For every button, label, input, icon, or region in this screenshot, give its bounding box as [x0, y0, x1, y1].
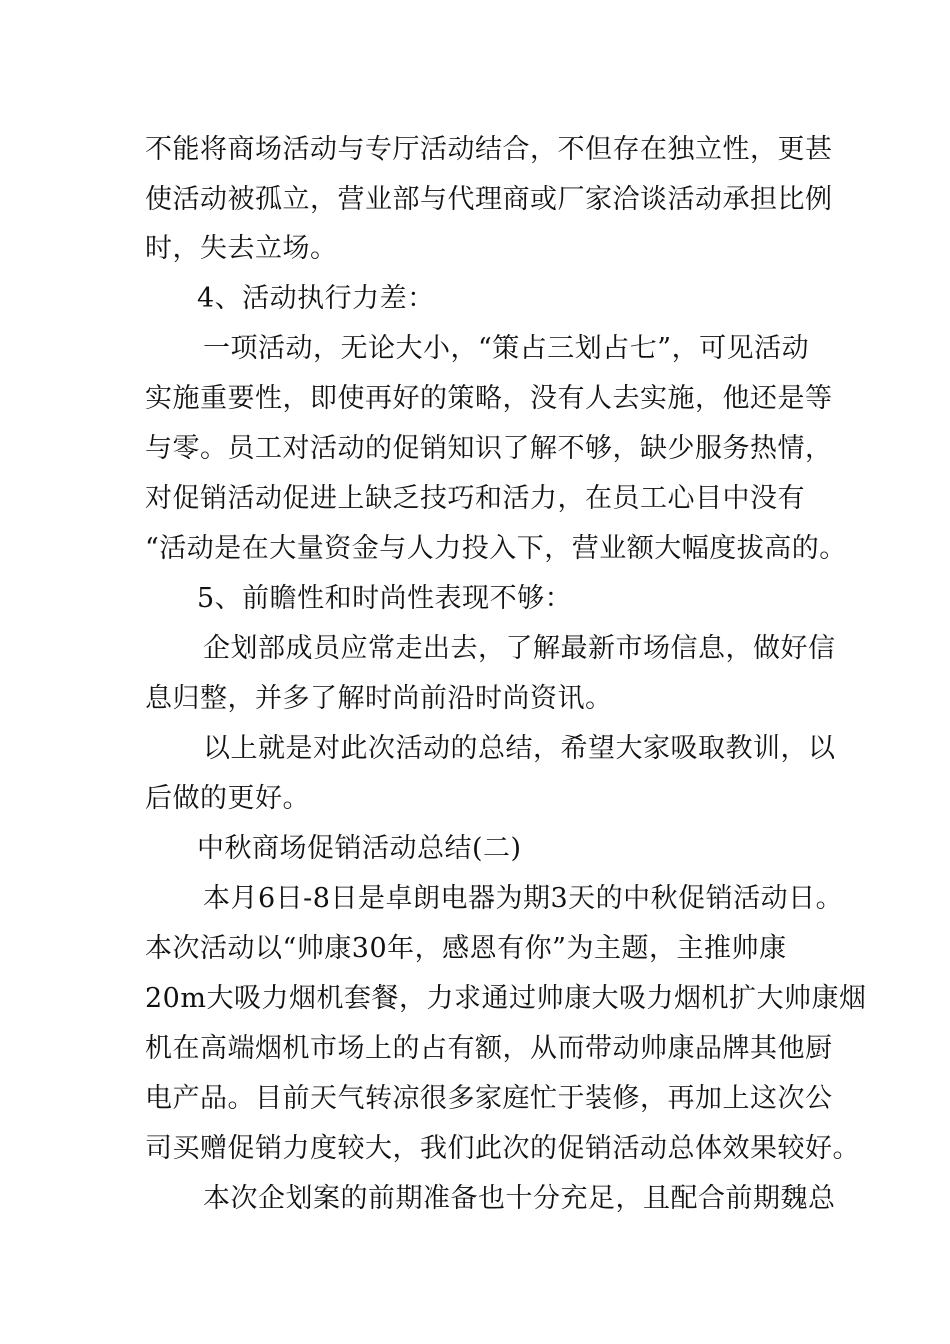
- text-line-1: 不能将商场活动与专厅活动结合，不但存在独立性，更甚: [145, 134, 833, 165]
- text-line-20: 电产品。目前天气转凉很多家庭忙于装修，再加上这次公: [145, 1083, 833, 1114]
- text-line-21: 司买赠促销力度较大，我们此次的促销活动总体效果较好。: [145, 1133, 860, 1164]
- text-line-17: 本次活动以“帅康30年，感恩有你”为主题，主推帅康: [145, 933, 787, 964]
- text-line-22: 本次企划案的前期准备也十分充足，且配合前期魏总: [203, 1183, 836, 1214]
- text-line-19: 机在高端烟机市场上的占有额，从而带动帅康品牌其他厨: [145, 1033, 833, 1064]
- text-line-9: “活动是在大量资金与人力投入下，营业额大幅度拔高的。: [145, 533, 847, 564]
- text-line-2: 使活动被孤立，营业部与代理商或厂家洽谈活动承担比例: [145, 184, 833, 215]
- text-line-3: 时，失去立场。: [145, 233, 338, 264]
- text-line-14: 后做的更好。: [145, 783, 310, 814]
- section-heading-5: 5、前瞻性和时尚性表现不够：: [197, 583, 573, 614]
- section-title-2: 中秋商场促销活动总结(二): [197, 833, 522, 864]
- text-line-5: 一项活动，无论大小，“策占三划占七”，可见活动: [203, 333, 810, 364]
- text-line-6: 实施重要性，即使再好的策略，没有人去实施，他还是等: [145, 383, 833, 414]
- text-line-11: 企划部成员应常走出去，了解最新市场信息，做好信: [203, 633, 836, 664]
- text-line-8: 对促销活动促进上缺乏技巧和活力，在员工心目中没有: [145, 483, 805, 514]
- text-line-12: 息归整，并多了解时尚前沿时尚资讯。: [145, 683, 613, 714]
- text-line-18: 20m大吸力烟机套餐，力求通过帅康大吸力烟机扩大帅康烟: [145, 983, 867, 1014]
- text-line-13: 以上就是对此次活动的总结，希望大家吸取教训，以: [203, 733, 836, 764]
- text-line-16: 本月6日-8日是卓朗电器为期3天的中秋促销活动日。: [203, 883, 844, 914]
- section-heading-4: 4、活动执行力差：: [197, 283, 435, 314]
- text-line-7: 与零。员工对活动的促销知识了解不够，缺少服务热情，: [145, 433, 833, 464]
